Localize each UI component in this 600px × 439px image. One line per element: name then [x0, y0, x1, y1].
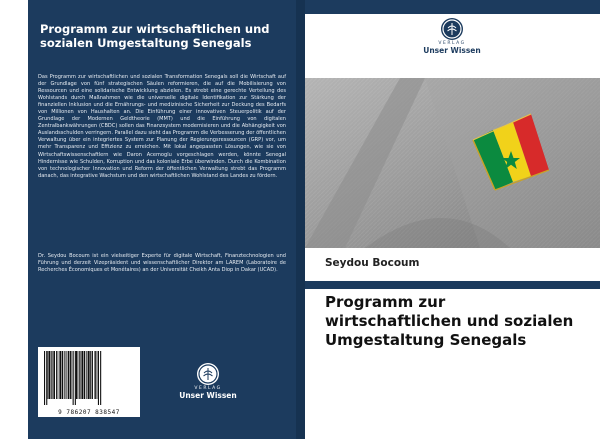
front-author-name: Seydou Bocoum	[325, 257, 420, 269]
front-top-bar	[305, 0, 600, 14]
back-cover-title: Programm zur wirtschaftlichen und sozialen Umgestaltung Senegals	[40, 22, 270, 50]
cover-photo-lapel-flag	[305, 78, 600, 248]
barcode-bars-icon	[38, 347, 140, 407]
back-cover-blurb: Das Programm zur wirtschaftlichen und sozialen Transformation Senegals soll die Wirtschaft auf der Grundlage von fünf strategischen Säulen reformieren, die auf die Mobilisierung von Ressourcen und eine solidarische Entwicklung abzielen. Es strebt eine gerechte Verteilung des Wohlstands durch Maßnahmen wie die universelle digitale Identifikation zur Stärkung der finanziellen Inklusion und die Ernährungs- und medizinische Sicherheit zur Deckung des Bedarfs von Millionen von Haushalten an. Die Einführung einer innovativen Steuerpolitik auf der Grundlage der Modernen Geldtheorie (MMT) und die Einführung von digitalen Zentralbankwährungen (CBDC) sollen das Finanzsystem modernisieren und die Abhängigkeit von Auslandsschulden verringern. Parallel dazu sieht das Programm die Verbesserung der öffentlichen Verwaltung über ein integriertes System zur Planung der Regierungsressourcen (GRP) vor, um mehr Transparenz und Effizienz zu erreichen. Mit lokal angepassten Lösungen, wie sie von Wirtschaftswissenschaftlern wie Daron Acemoglu vorgeschlagen werden, könnte Senegal Hindernisse wie Schulden, Korruption und das koloniale Erbe überwinden. Durch die Kombination von technologischer Innovation und Reform der öffentlichen Verwaltung strebt das Programm danach, das integrative Wachstum und den wirtschaftlichen Wohlstand des Landes zu fördern.	[38, 74, 287, 179]
publisher-name: Unser Wissen	[179, 391, 237, 400]
globe-tree-logo-icon	[197, 363, 219, 385]
isbn-number: 9 786207 838547	[58, 409, 120, 416]
publisher-verlag-label: VERLAG	[194, 386, 222, 391]
publisher-name: Unser Wissen	[423, 46, 481, 55]
author-bio: Dr. Seydou Bocoum ist ein vielseitiger Experte für digitale Wirtschaft, Finanztechnologien und Führung und derzeit Vizepräsident und wissenschaftlicher Direktor am LAREM (Laboratoire de Recherches Économiques et Monétaires) an der Universität Cheikh Anta Diop in Dakar (UCAD).	[38, 253, 286, 274]
publisher-logo-back	[178, 363, 238, 400]
book-spine	[296, 0, 305, 439]
isbn-barcode	[38, 347, 140, 417]
front-cover-title: Programm zur wirtschaftlichen und sozialen Umgestaltung Senegals	[325, 293, 574, 349]
front-divider-bar	[305, 281, 600, 289]
front-cover	[305, 0, 600, 439]
publisher-logo-front	[417, 18, 487, 55]
back-cover	[28, 0, 296, 439]
publisher-verlag-label: VERLAG	[438, 41, 466, 46]
globe-tree-logo-icon	[441, 18, 463, 40]
